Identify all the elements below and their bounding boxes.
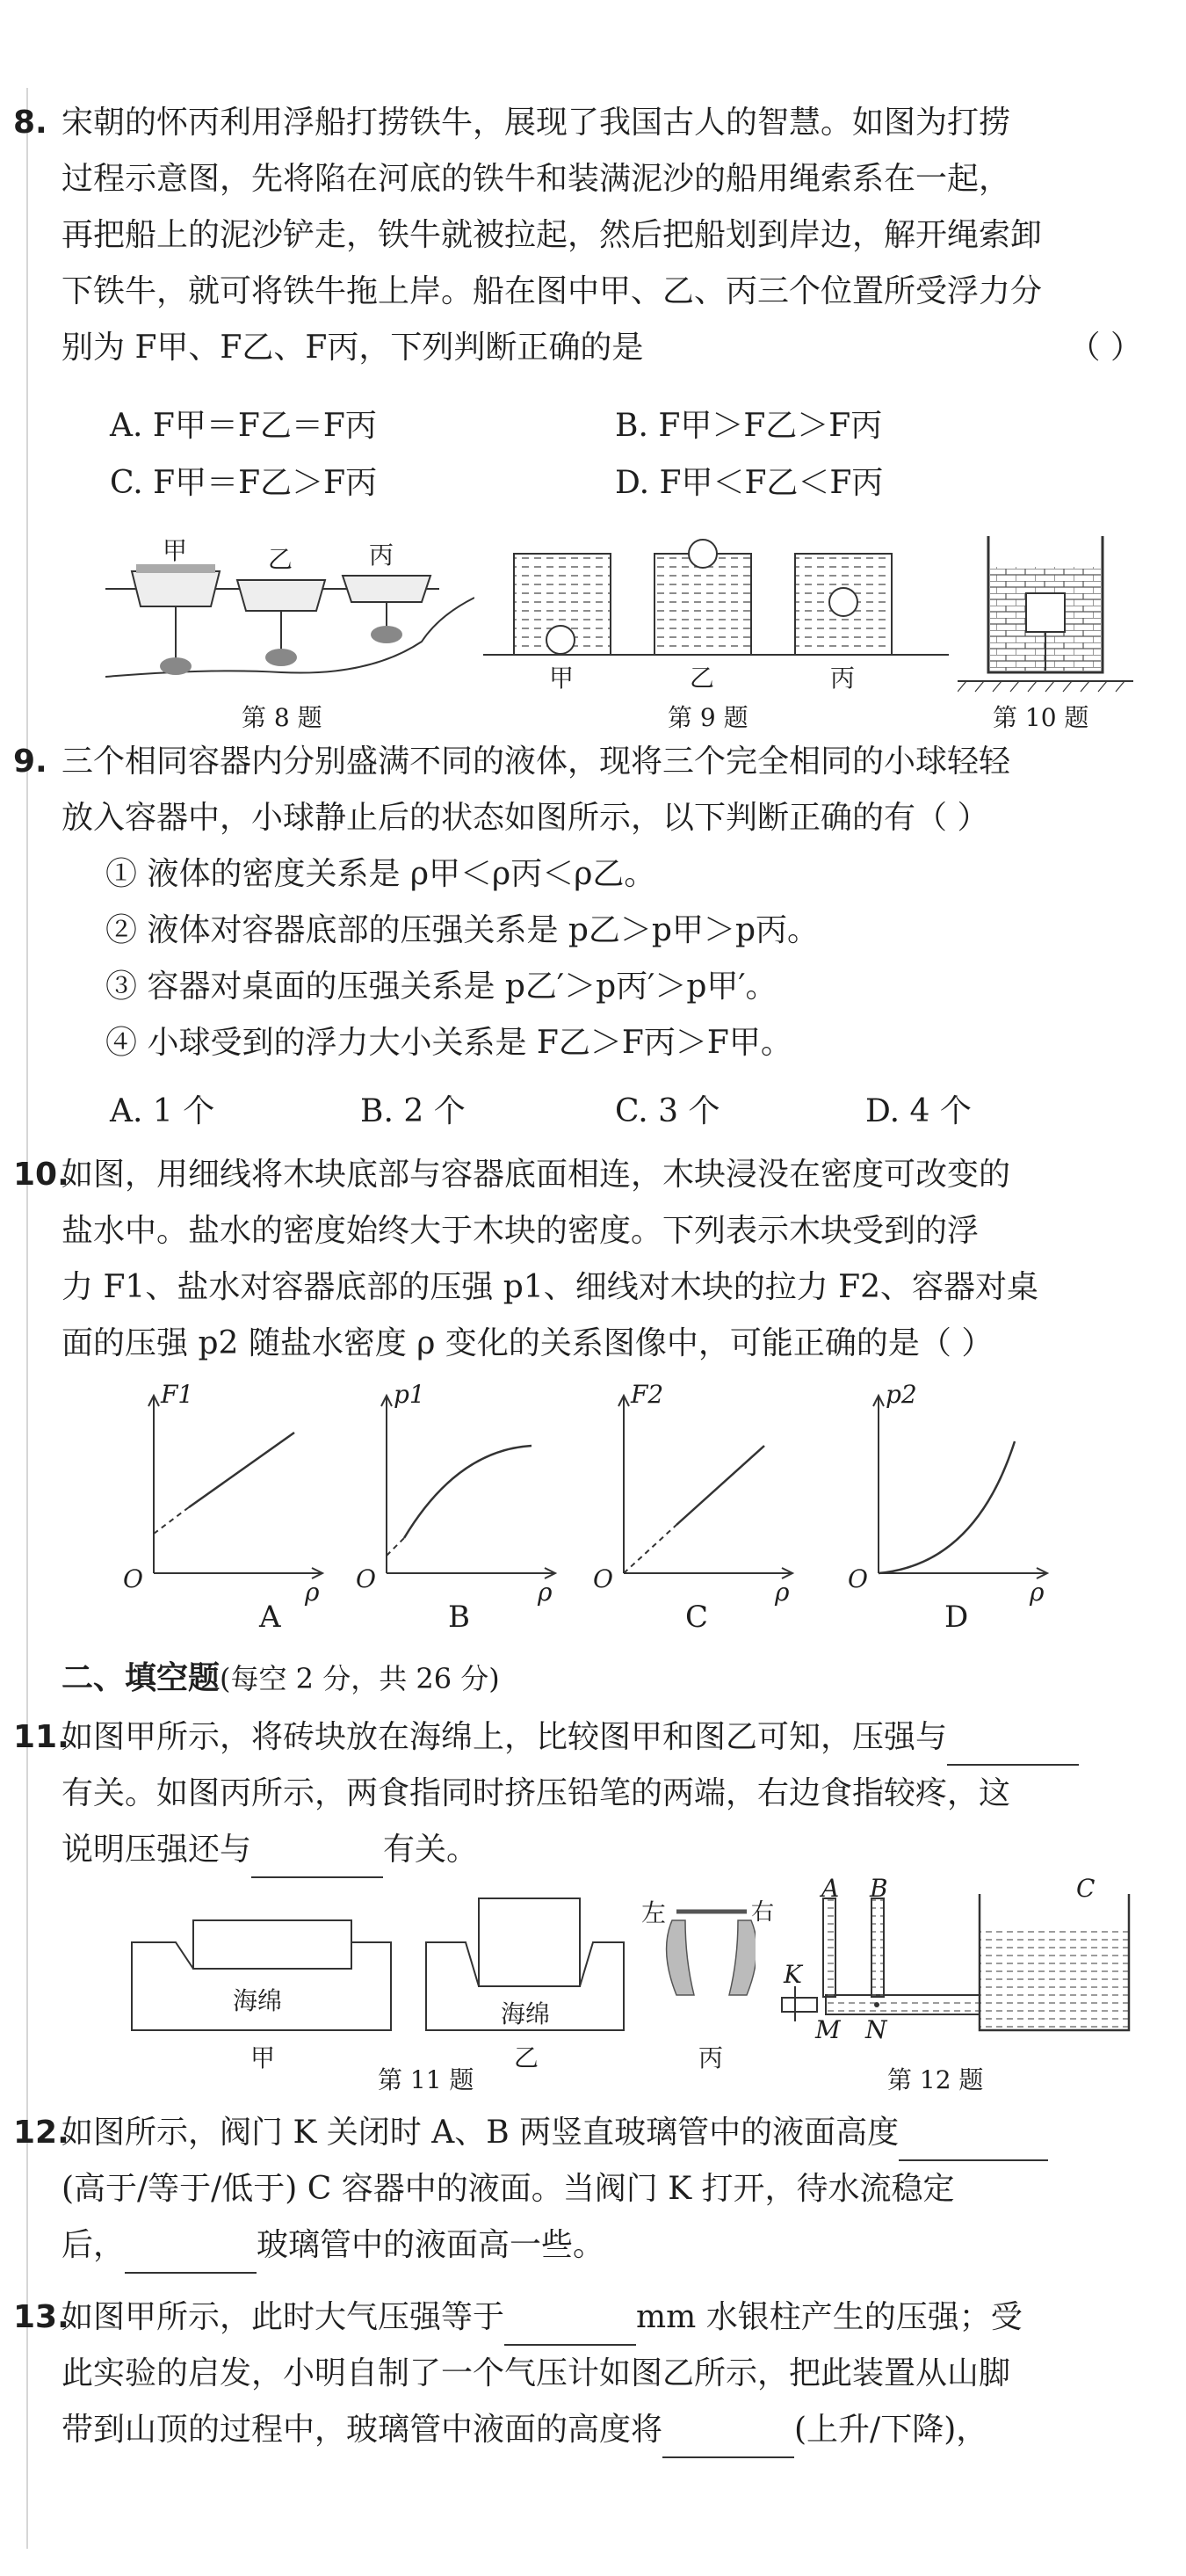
question-number: 8. bbox=[13, 105, 47, 141]
brick-yi bbox=[479, 1898, 580, 1986]
statement-4: ④ 小球受到的浮力大小关系是 F乙＞F丙＞F甲。 bbox=[105, 1025, 792, 1061]
horizontal-pipe bbox=[826, 1995, 980, 2014]
graph-d-xlabel: ρ bbox=[1030, 1578, 1045, 1607]
iron-ox bbox=[160, 657, 192, 675]
question-text-line: 带到山顶的过程中，玻璃管中液面的高度将 bbox=[61, 2412, 663, 2448]
graph-d-letter: D bbox=[944, 1600, 969, 1635]
graph-a-origin: O bbox=[123, 1564, 143, 1593]
graph-c-xlabel: ρ bbox=[775, 1578, 790, 1607]
question-text-line: 如图，用细线将木块底部与容器底面相连，木块浸没在密度可改变的 bbox=[61, 1157, 1011, 1193]
sponge-label-yi: 海绵 bbox=[501, 1999, 551, 2028]
question-number: 9. bbox=[13, 744, 47, 780]
label-m: M bbox=[815, 2015, 841, 2044]
graph-c-ylabel: F2 bbox=[631, 1380, 664, 1409]
ball-yi bbox=[689, 540, 717, 568]
question-text-line: (高于/等于/低于) C 容器中的液面。当阀门 K 打开，待水流稳定 bbox=[61, 2171, 955, 2207]
question-text-line: 三个相同容器内分别盛满不同的液体，现将三个完全相同的小球轻轻 bbox=[61, 744, 1011, 780]
question-text-line: 有关。 bbox=[383, 1832, 479, 1868]
figure-11-caption: 第 11 题 bbox=[378, 2065, 474, 2094]
question-text-line: 说明压强还与 bbox=[61, 1832, 252, 1868]
fig11-label-yi: 乙 bbox=[514, 2043, 539, 2072]
boat-label-jia: 甲 bbox=[163, 536, 188, 565]
wood-block bbox=[1026, 593, 1065, 632]
question-number: 11. bbox=[13, 1719, 69, 1755]
container-yi bbox=[654, 554, 751, 655]
graph-a-curve bbox=[189, 1433, 294, 1507]
container-label-jia: 甲 bbox=[549, 664, 575, 693]
question-13 bbox=[13, 2289, 1142, 2458]
question-text-line: 力 F1、盐水对容器底部的压强 p1、细线对木块的拉力 F2、容器对桌 bbox=[61, 1269, 1039, 1305]
question-text-line: 如图甲所示，将砖块放在海绵上，比较图甲和图乙可知，压强与 bbox=[61, 1719, 948, 1755]
answer-blank[interactable] bbox=[125, 2237, 257, 2274]
figure-10-caption: 第 10 题 bbox=[993, 703, 1089, 732]
iron-ox bbox=[371, 626, 402, 643]
figure-8-caption: 第 8 题 bbox=[242, 703, 322, 732]
figure-10-container bbox=[958, 532, 1133, 694]
option-b: B. F甲＞F乙＞F丙 bbox=[615, 408, 883, 444]
question-8 bbox=[13, 95, 1142, 376]
figure-9-caption: 第 9 题 bbox=[668, 703, 748, 732]
graph-c-origin: O bbox=[593, 1564, 613, 1593]
label-c: C bbox=[1076, 1874, 1096, 1903]
answer-parentheses: （ ） bbox=[1068, 330, 1142, 366]
boat-label-yi: 乙 bbox=[268, 545, 293, 574]
question-9 bbox=[13, 734, 1142, 1071]
question-text-line: 如图甲所示，此时大气压强等于 bbox=[61, 2299, 505, 2335]
figure-8-boats bbox=[105, 536, 474, 694]
answer-blank[interactable] bbox=[662, 2421, 794, 2458]
answer-blank[interactable] bbox=[899, 2124, 1048, 2161]
graph-c-curve bbox=[676, 1446, 764, 1525]
option-d: D. F甲＜F乙＜F丙 bbox=[615, 465, 884, 501]
question-text-line: 再把船上的泥沙铲走，铁牛就被拉起，然后把船划到岸边，解开绳索卸 bbox=[61, 217, 1043, 253]
graph-b-curve bbox=[404, 1446, 532, 1538]
graph-b-xlabel: ρ bbox=[538, 1578, 553, 1607]
question-text-line: 后， bbox=[61, 2227, 126, 2263]
graph-a bbox=[119, 1380, 329, 1635]
graph-d-origin: O bbox=[848, 1564, 868, 1593]
iron-ox bbox=[265, 649, 297, 666]
figure-9-containers bbox=[483, 536, 949, 694]
fig11-label-bing: 丙 bbox=[698, 2043, 724, 2072]
question-text-line: 此实验的启发，小明自制了一个气压计如图乙所示，把此装置从山脚 bbox=[61, 2355, 1011, 2391]
question-text-line: 如图所示，阀门 K 关闭时 A、B 两竖直玻璃管中的液面高度 bbox=[61, 2115, 900, 2151]
tube-b bbox=[871, 1898, 884, 1997]
fig11-left: 左 bbox=[641, 1898, 667, 1927]
option-c: C. 3 个 bbox=[615, 1093, 720, 1129]
question-number: 13. bbox=[13, 2299, 69, 2335]
figure-12 bbox=[773, 1874, 1151, 2065]
question-text-line: 玻璃管中的液面高一些。 bbox=[257, 2227, 605, 2263]
graph-a-ylabel: F1 bbox=[161, 1380, 194, 1409]
statement-2: ② 液体对容器底部的压强关系是 p乙＞p甲＞p丙。 bbox=[105, 912, 820, 948]
ball-bing bbox=[829, 588, 857, 616]
brick-jia bbox=[193, 1920, 351, 1969]
question-10 bbox=[13, 1147, 1142, 1372]
sponge-label-jia: 海绵 bbox=[233, 1986, 283, 2015]
label-k: K bbox=[784, 1960, 802, 1989]
section-note: (每空 2 分，共 26 分) bbox=[220, 1662, 500, 1695]
statement-3: ③ 容器对桌面的压强关系是 p乙′＞p丙′＞p甲′。 bbox=[105, 969, 777, 1005]
graph-b-letter: B bbox=[448, 1600, 470, 1635]
right-hand bbox=[729, 1920, 756, 1995]
graph-b bbox=[351, 1380, 562, 1635]
left-hand bbox=[667, 1920, 694, 1995]
question-text-line: 过程示意图，先将陷在河底的铁牛和装满泥沙的船用绳索系在一起， bbox=[61, 161, 1011, 197]
statement-1: ① 液体的密度关系是 ρ甲＜ρ丙＜ρ乙。 bbox=[105, 856, 656, 892]
question-text-line: 放入容器中，小球静止后的状态如图所示，以下判断正确的有（ ） bbox=[61, 800, 989, 836]
fig11-right: 右 bbox=[751, 1899, 775, 1926]
question-text-line: 有关。如图丙所示，两食指同时挤压铅笔的两端，右边食指较疼，这 bbox=[61, 1775, 1011, 1811]
fig11-label-jia: 甲 bbox=[250, 2043, 276, 2072]
answer-blank[interactable] bbox=[251, 1841, 383, 1878]
graph-d-curve bbox=[879, 1441, 1015, 1573]
question-number: 10. bbox=[13, 1157, 69, 1193]
option-a: A. F甲＝F乙＝F丙 bbox=[110, 408, 377, 444]
graph-a-xlabel: ρ bbox=[305, 1578, 320, 1607]
question-text-line: 宋朝的怀丙利用浮船打捞铁牛，展现了我国古人的智慧。如图为打捞 bbox=[61, 105, 1011, 141]
label-n: N bbox=[865, 2015, 887, 2044]
ball-jia bbox=[546, 626, 575, 654]
container-label-yi: 乙 bbox=[690, 664, 715, 693]
question-text-line: 下铁牛，就可将铁牛拖上岸。船在图中甲、乙、丙三个位置所受浮力分 bbox=[61, 273, 1043, 309]
figure-12-caption: 第 12 题 bbox=[887, 2065, 984, 2094]
option-c: C. F甲＝F乙＞F丙 bbox=[110, 465, 378, 501]
label-a: A bbox=[821, 1874, 840, 1903]
option-b: B. 2 个 bbox=[360, 1093, 466, 1129]
tube-a bbox=[823, 1898, 835, 1997]
section-heading bbox=[61, 1652, 500, 1705]
question-12 bbox=[13, 2105, 1142, 2274]
question-text-line: 面的压强 p2 随盐水密度 ρ 变化的关系图像中，可能正确的是（ ） bbox=[61, 1325, 994, 1361]
label-b: B bbox=[870, 1874, 888, 1903]
valve-k bbox=[782, 1998, 817, 2012]
graph-c bbox=[589, 1380, 799, 1635]
question-11 bbox=[13, 1709, 1142, 1878]
page-binding-line bbox=[26, 88, 28, 2549]
question-text-line: 盐水中。盐水的密度始终大于木块的密度。下列表示木块受到的浮 bbox=[61, 1213, 980, 1249]
graph-a-letter: A bbox=[259, 1600, 281, 1635]
boat-label-bing: 丙 bbox=[369, 541, 394, 570]
question-number: 12. bbox=[13, 2115, 69, 2151]
question-text-line: 别为 F甲、F乙、F丙，下列判断正确的是 bbox=[61, 330, 644, 366]
answer-blank[interactable] bbox=[504, 2309, 636, 2346]
section-title: 二、填空题 bbox=[61, 1660, 221, 1696]
container-label-bing: 丙 bbox=[830, 664, 856, 693]
graph-d-ylabel: p2 bbox=[886, 1380, 917, 1409]
graph-d bbox=[843, 1380, 1054, 1635]
graph-b-ylabel: p1 bbox=[394, 1380, 425, 1409]
figure-11 bbox=[123, 1881, 775, 2083]
graph-c-letter: C bbox=[685, 1600, 709, 1635]
question-text-line: mm 水银柱产生的压强；受 bbox=[636, 2299, 1023, 2335]
answer-blank[interactable] bbox=[947, 1729, 1079, 1766]
option-a: A. 1 个 bbox=[110, 1093, 215, 1129]
graph-b-origin: O bbox=[356, 1564, 376, 1593]
option-d: D. 4 个 bbox=[865, 1093, 972, 1129]
question-text-line: (上升/下降)， bbox=[794, 2412, 988, 2448]
